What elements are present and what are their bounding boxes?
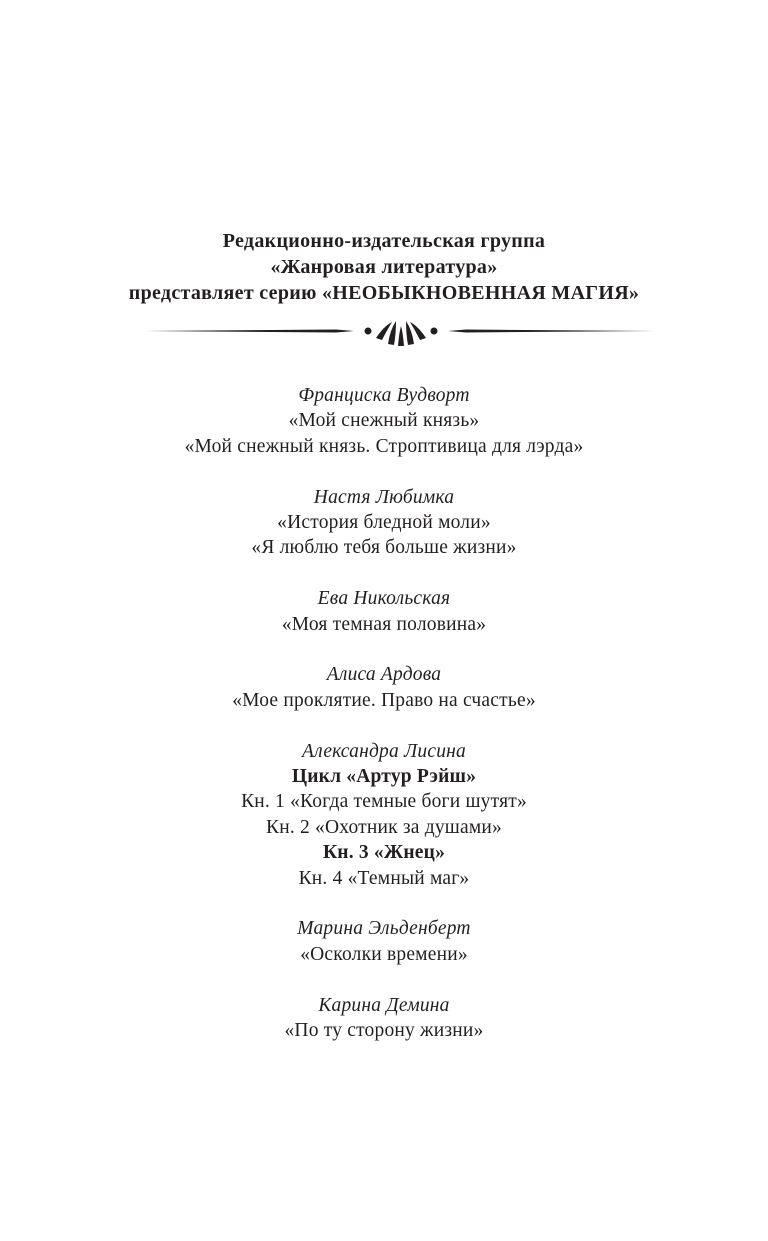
author-name: Алиса Ардова [326, 664, 442, 686]
book-title: Цикл «Артур Рэйш» [291, 766, 477, 788]
book-title: Кн. 2 «Охотник за душами» [266, 816, 502, 838]
book-title: «Мой снежный князь» [288, 410, 480, 432]
series-line: представляет серию «НЕОБЫКНОВЕННАЯ МАГИЯ» [128, 282, 640, 304]
author-group [0, 916, 768, 967]
author-name: Карина Демина [318, 994, 450, 1016]
author-name: Александра Лисина [302, 740, 466, 762]
author-group [0, 993, 768, 1044]
author-name: Настя Любимка [313, 486, 455, 508]
book-title: «История бледной моли» [277, 512, 491, 534]
book-title: «Осколки времени» [300, 943, 468, 965]
author-group [0, 739, 768, 891]
author-group [0, 586, 768, 637]
book-title: «Мой снежный князь. Строптивица для лэрда» [184, 435, 584, 457]
book-title: Кн. 3 «Жнец» [322, 842, 446, 864]
ornament-divider-icon [146, 318, 656, 348]
book-title: «По ту сторону жизни» [284, 1020, 484, 1042]
series-header [0, 228, 768, 306]
imprint-line: «Жанровая литература» [270, 256, 498, 278]
author-name: Франциска Вудворт [298, 385, 470, 406]
publisher-line: Редакционно-издательская группа [222, 230, 546, 252]
book-list [0, 383, 768, 1069]
book-title: Кн. 1 «Когда темные боги шутят» [241, 791, 527, 813]
book-title: Кн. 4 «Темный маг» [298, 867, 470, 889]
book-title: «Мое проклятие. Право на счастье» [232, 689, 536, 711]
author-group [0, 662, 768, 713]
book-title: «Я люблю тебя больше жизни» [251, 537, 517, 559]
author-name: Марина Эльденберт [297, 918, 471, 940]
author-name: Ева Никольская [317, 588, 451, 610]
book-title: «Моя темная половина» [281, 613, 487, 635]
author-group [0, 383, 768, 459]
author-group [0, 485, 768, 561]
